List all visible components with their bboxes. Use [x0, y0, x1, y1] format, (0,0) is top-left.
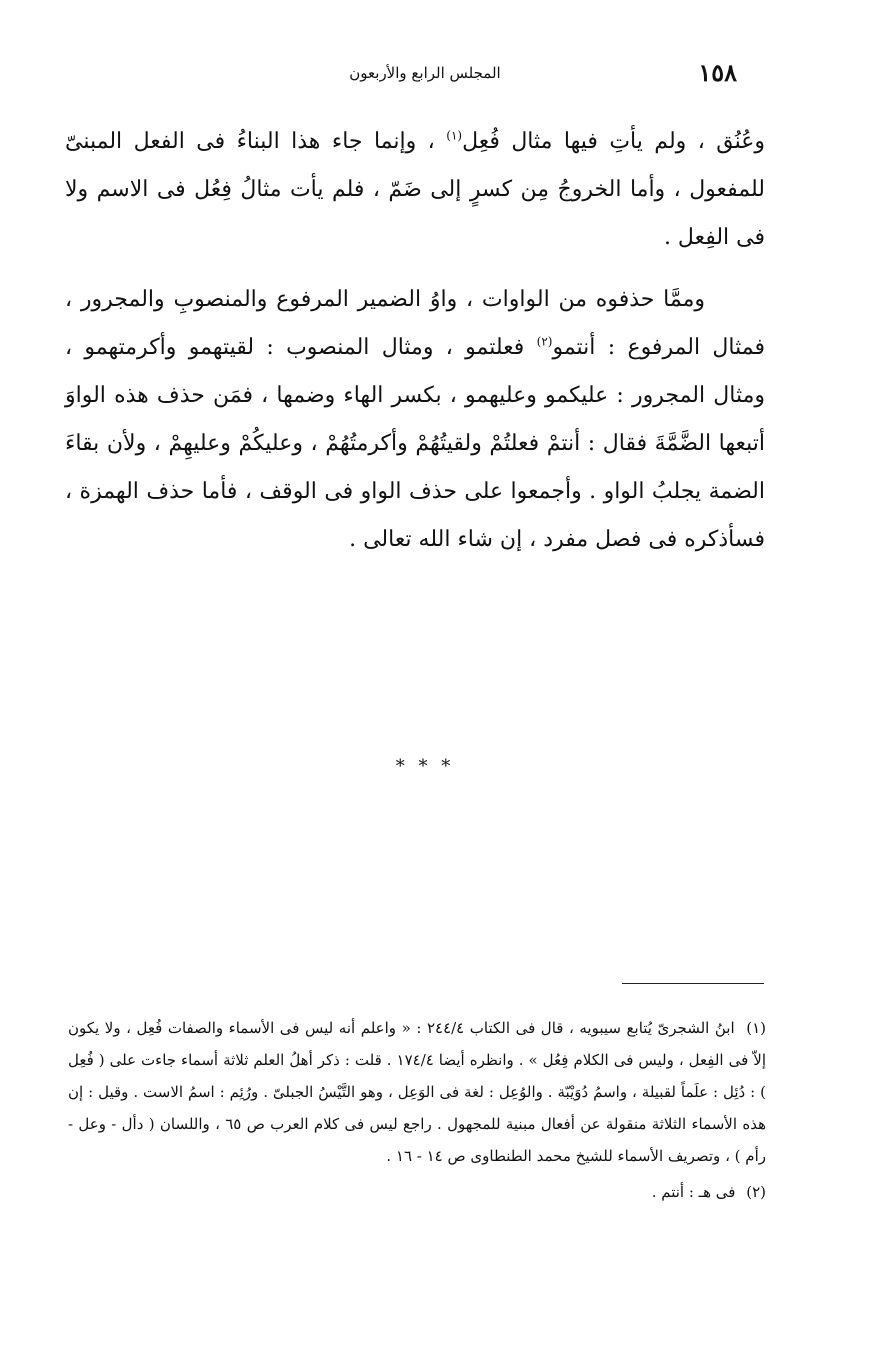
footnotes — [68, 1012, 766, 1208]
paragraph — [65, 118, 765, 262]
footnote-text: ابنُ الشجرىّ يُتابع سيبويه ، قال فى الكتاب ٢٤٤/٤ : « واعلم أنه ليس فى الأسماء والصفات فُعِل ، ولا يكون إلاّ فى الفِعل ، وليس فى الكلام فِعُل » . وانظره أيضا ١٧٤/٤ . قلت : ذكر أهلُ العلم ثلاثة أسماء جاءت على ( فُعِل ) : دُئِل : علَماً لقبيلة ، واسمُ دُوَيْبّة . والوُعِل : لغة فى الوَعِل ، وهو التَّيْسُ الجبلىّ . ورُئِم : اسمُ الاست . وقيل : إن هذه الأسماء الثلاثة منقولة عن أفعال مبنية للمجهول . راجع ليس فى كلام العرب ص ٦٥ ، واللسان ( دأل - وعل - رأم ) ، وتصريف الأسماء للشيخ محمد الطنطاوى ص ١٤ - ١٦ . — [68, 1019, 766, 1165]
footnote-text: فى هـ : أنتم . — [651, 1183, 736, 1201]
footnote — [68, 1176, 766, 1208]
footnote-number: (١) — [746, 1019, 766, 1037]
paragraph-text: وعُنُق ، ولم يأتِ فيها مثال فُعِل — [462, 129, 766, 154]
footnote-divider — [622, 983, 764, 984]
page-number: ١٥٨ — [698, 58, 737, 87]
footnote-marker: (١) — [446, 128, 463, 143]
paragraph — [65, 276, 765, 564]
main-text — [65, 118, 765, 564]
footnote-number: (٢) — [746, 1183, 766, 1201]
footnote-marker: (٢) — [536, 334, 553, 349]
paragraph-text: ، وإنما جاء هذا البناءُ فى الفعل المبنىّ للمفعول ، وأما الخروجُ مِن كسرٍ إلى ضَمّ ، فلم يأت مثالُ فِعُل فى الاسم ولا فى الفِعل . — [65, 129, 765, 250]
footnote — [68, 1012, 766, 1172]
section-separator: * * * — [395, 756, 455, 777]
running-header-title: المجلس الرابع والأربعون — [349, 64, 501, 82]
paragraph-text: فعلتمو ، ومثال المنصوب : لقيتهمو وأكرمتهمو ، ومثال المجرور : عليكمو وعليهمو ، بكسر الهاء وضمها ، فمَن حذف هذه الواوَ أتبعها الضَّمَّةَ فقال : أنتمْ فعلتُمْ ولقيتُهُمْ وأكرمتُهُمْ ، وعليكُمْ وعليهِمْ ، ولأن بقاءَ الضمة يجلبُ الواو . وأجمعوا على حذف الواو فى الوقف ، فأما حذف الهمزة ، فسأذكره فى فصل مفرد ، إن شاء الله تعالى . — [65, 335, 765, 552]
paragraph-text: وممَّا حذفوه من الواوات ، واوُ الضمير المرفوع والمنصوبِ والمجرور ، فمثال المرفوع : أنتمو — [65, 287, 765, 360]
